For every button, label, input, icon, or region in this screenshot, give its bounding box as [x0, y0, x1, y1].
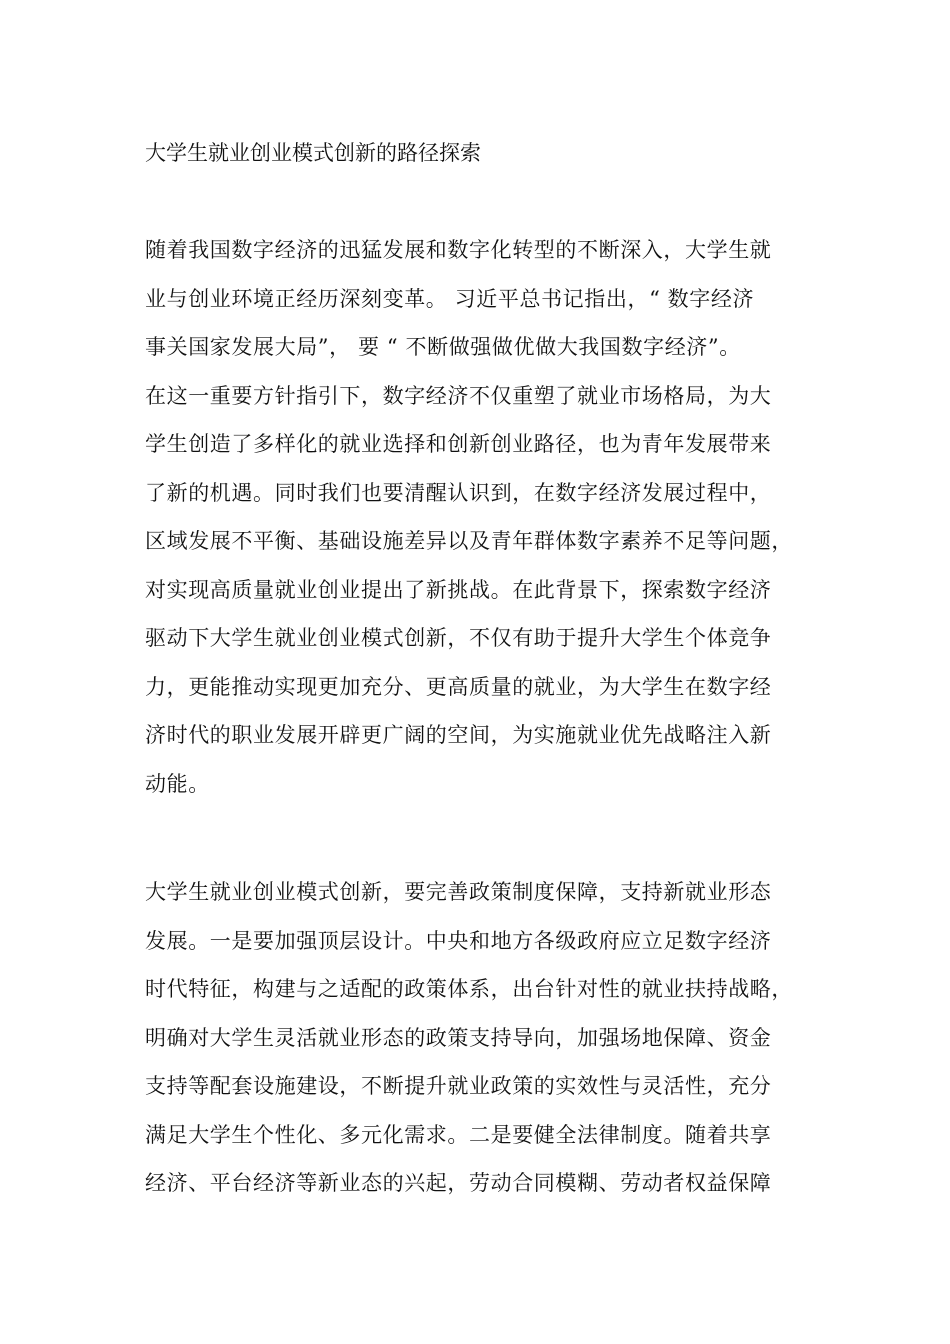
paragraph-line: 大学生就业创业模式创新，要完善政策制度保障，支持新就业形态 [145, 880, 772, 904]
paragraph-line: 力，更能推动实现更加充分、更高质量的就业，为大学生在数字经 [145, 674, 772, 699]
paragraph-line: 在这一重要方针指引下，数字经济不仅重塑了就业市场格局，为大 [145, 383, 772, 408]
paragraph-line: 满足大学生个性化、多元化需求。二是要健全法律制度。随着共享 [145, 1122, 772, 1147]
paragraph-line: 业与创业环境正经历深刻变革。 习近平总书记指出，“ 数字经济 [145, 286, 755, 311]
paragraph-line: 时代特征，构建与之适配的政策体系，出台针对性的就业扶持战略， [145, 977, 793, 1001]
paragraph-line: 动能。 [145, 771, 210, 796]
document-title: 大学生就业创业模式创新的路径探索 [145, 141, 481, 165]
paragraph-line: 驱动下大学生就业创业模式创新，不仅有助于提升大学生个体竞争 [145, 626, 772, 650]
paragraph-2 [145, 877, 825, 1217]
paragraph-line: 了新的机遇。同时我们也要清醒认识到，在数字经济发展过程中， [145, 480, 772, 505]
paragraph-line: 学生创造了多样化的就业选择和创新创业路径，也为青年发展带来 [145, 432, 772, 456]
paragraph-line: 支持等配套设施建设，不断提升就业政策的实效性与灵活性，充分 [145, 1074, 772, 1098]
paragraph-line: 随着我国数字经济的迅猛发展和数字化转型的不断深入，大学生就 [145, 238, 772, 262]
paragraph-line: 区域发展不平衡、基础设施差异以及青年群体数字素养不足等问题， [145, 529, 793, 553]
paragraph-line: 经济、平台经济等新业态的兴起，劳动合同模糊、劳动者权益保障 [145, 1171, 772, 1195]
paragraph-line: 事关国家发展大局”， 要 “ 不断做强做优做大我国数字经济”。 [145, 335, 741, 359]
paragraph-1 [145, 235, 825, 817]
paragraph-line: 发展。一是要加强顶层设计。中央和地方各级政府应立足数字经济 [145, 928, 772, 953]
paragraph-line: 济时代的职业发展开辟更广阔的空间，为实施就业优先战略注入新 [145, 723, 772, 747]
paragraph-line: 明确对大学生灵活就业形态的政策支持导向，加强场地保障、资金 [145, 1025, 772, 1050]
paragraph-line: 对实现高质量就业创业提出了新挑战。在此背景下，探索数字经济 [145, 577, 772, 602]
